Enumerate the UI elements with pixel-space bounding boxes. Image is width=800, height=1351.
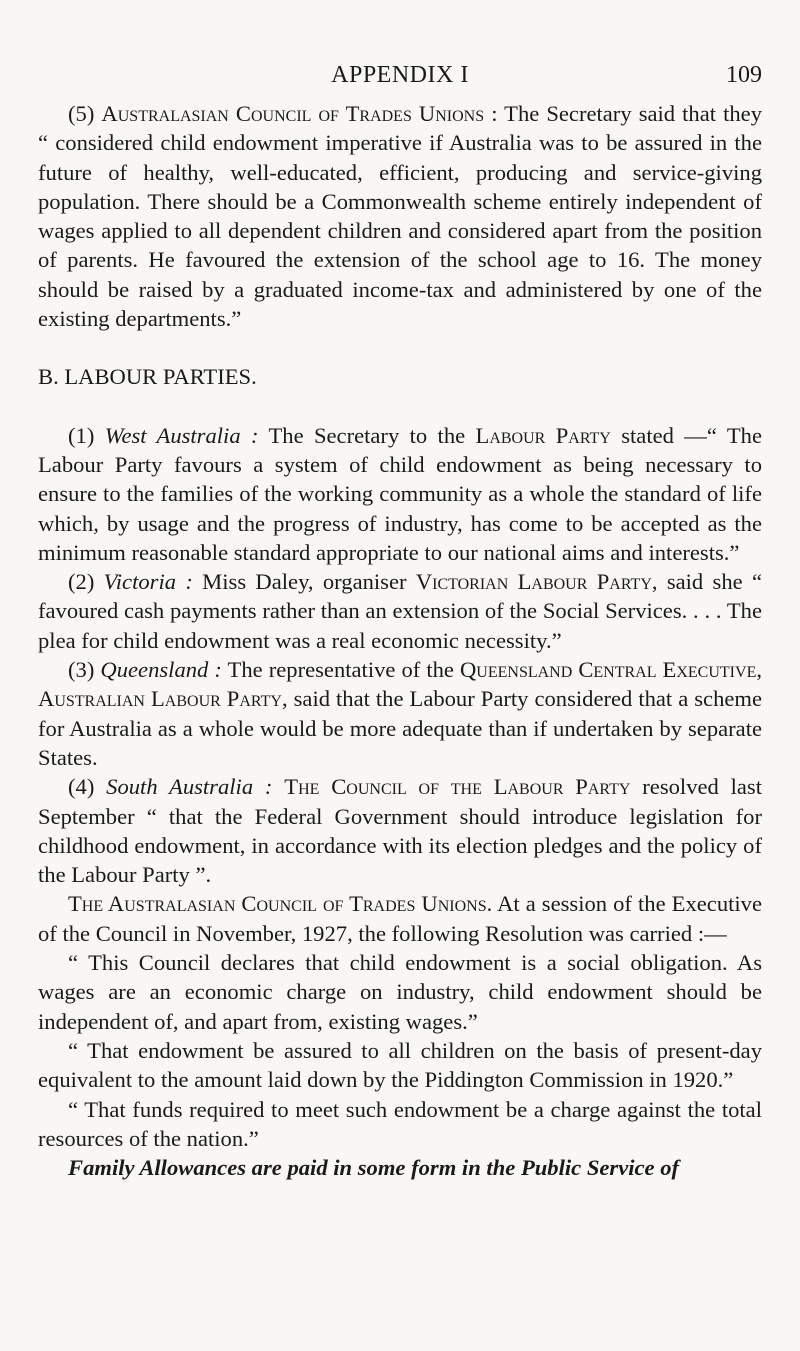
paragraph-text: : The Secretary said that they “ considered child endowment imperative if Australia was to be assured in the future of healthy, well-educated, efficient, producing and service-giving population. There should be a Commonwealth scheme entirely independent of wages applied to all dependent children and considered apart from the position of parents. He favoured the extension of the school age to 16. The money should be raised by a graduated income-tax and administered by one of the existing departments.” <box>38 101 762 332</box>
paragraph-text: , said that the Labour Party considered that a scheme for Australia as a whole would be more adequate than if undertaken by separate States. <box>38 686 762 770</box>
org-name: Labour Party <box>475 422 611 448</box>
paragraph-text: The Secretary to the <box>258 422 476 448</box>
separator <box>272 774 284 799</box>
org-name: Australasian Council of Trades Unions <box>101 101 485 126</box>
paragraph-text: The representative of the <box>221 657 460 683</box>
paragraph-family-allowances: Family Allowances are paid in some form in the Public Service of <box>68 1155 680 1181</box>
paragraph-text: Miss Daley, organiser <box>192 569 416 595</box>
org-name: Australian Labour Party <box>38 686 282 712</box>
paragraph-west-australia <box>38 421 762 567</box>
spacer <box>38 333 762 362</box>
state-name: Victoria : <box>103 569 193 595</box>
paragraph-text: stated —“ The Labour Party favours a system of child endowment as being necessary to ensure to the families of the working community as a whole the standard of life which, by usage and the progress of industry, has come to be accepted as the minimum reasonable standard appropriate to our national aims and interests.” <box>38 422 763 565</box>
separator: , <box>756 657 762 683</box>
resolution-quote-1: “ This Council declares that child endowment is a social obligation. As wages are an economic charge on industry, child endowment should be independent of, and apart from, existing wages.” <box>38 950 762 1034</box>
section-heading: B. LABOUR PARTIES. <box>38 364 257 390</box>
paragraph-text: , said she “ favoured cash payments rather than an extension of the Social Services. . . . The plea for child endowment was a real economic necessity.” <box>38 569 762 653</box>
resolution-quote-2: “ That endowment be assured to all children on the basis of present-day equivalent to the amount laid down by the Piddington Commission in 1920.” <box>38 1037 762 1093</box>
running-title: APPENDIX I <box>331 62 469 88</box>
paragraph-south-australia <box>38 772 762 889</box>
paragraph-victoria <box>38 567 762 655</box>
running-header <box>38 62 762 96</box>
org-name: Victorian Labour Party <box>415 569 652 595</box>
state-name: West Australia : <box>104 422 259 448</box>
item-number: (4) <box>68 774 107 800</box>
item-number: (2) <box>68 569 104 595</box>
resolution-quote-3: “ That funds required to meet such endowment be a charge against the total resources of the nation.” <box>38 1096 762 1151</box>
org-name: The Australasian Council of Trades Unions <box>68 891 487 917</box>
org-name: Queensland Central Executive <box>459 657 757 683</box>
item-number: (3) <box>68 657 101 683</box>
page-number: 109 <box>726 62 762 88</box>
paragraph-atcu <box>38 99 762 333</box>
page-body <box>38 99 762 1182</box>
item-number: (1) <box>68 422 105 448</box>
paragraph-text: resolved last September “ that the Federal Government should introduce legislation for childhood endowment, in accordance with its election pledges and the policy of the Labour Party ”. <box>38 774 762 888</box>
item-number: (5) <box>68 101 102 126</box>
org-name: The Council of the Labour Party <box>284 774 631 800</box>
paragraph-council <box>38 889 762 948</box>
state-name: South Australia : <box>106 774 273 800</box>
spacer <box>38 392 762 421</box>
paragraph-queensland <box>38 655 762 772</box>
paragraph-text: . At a session of the Executive of the Council in November, 1927, the following Resolution was carried :— <box>38 891 762 946</box>
state-name: Queensland : <box>100 657 222 683</box>
